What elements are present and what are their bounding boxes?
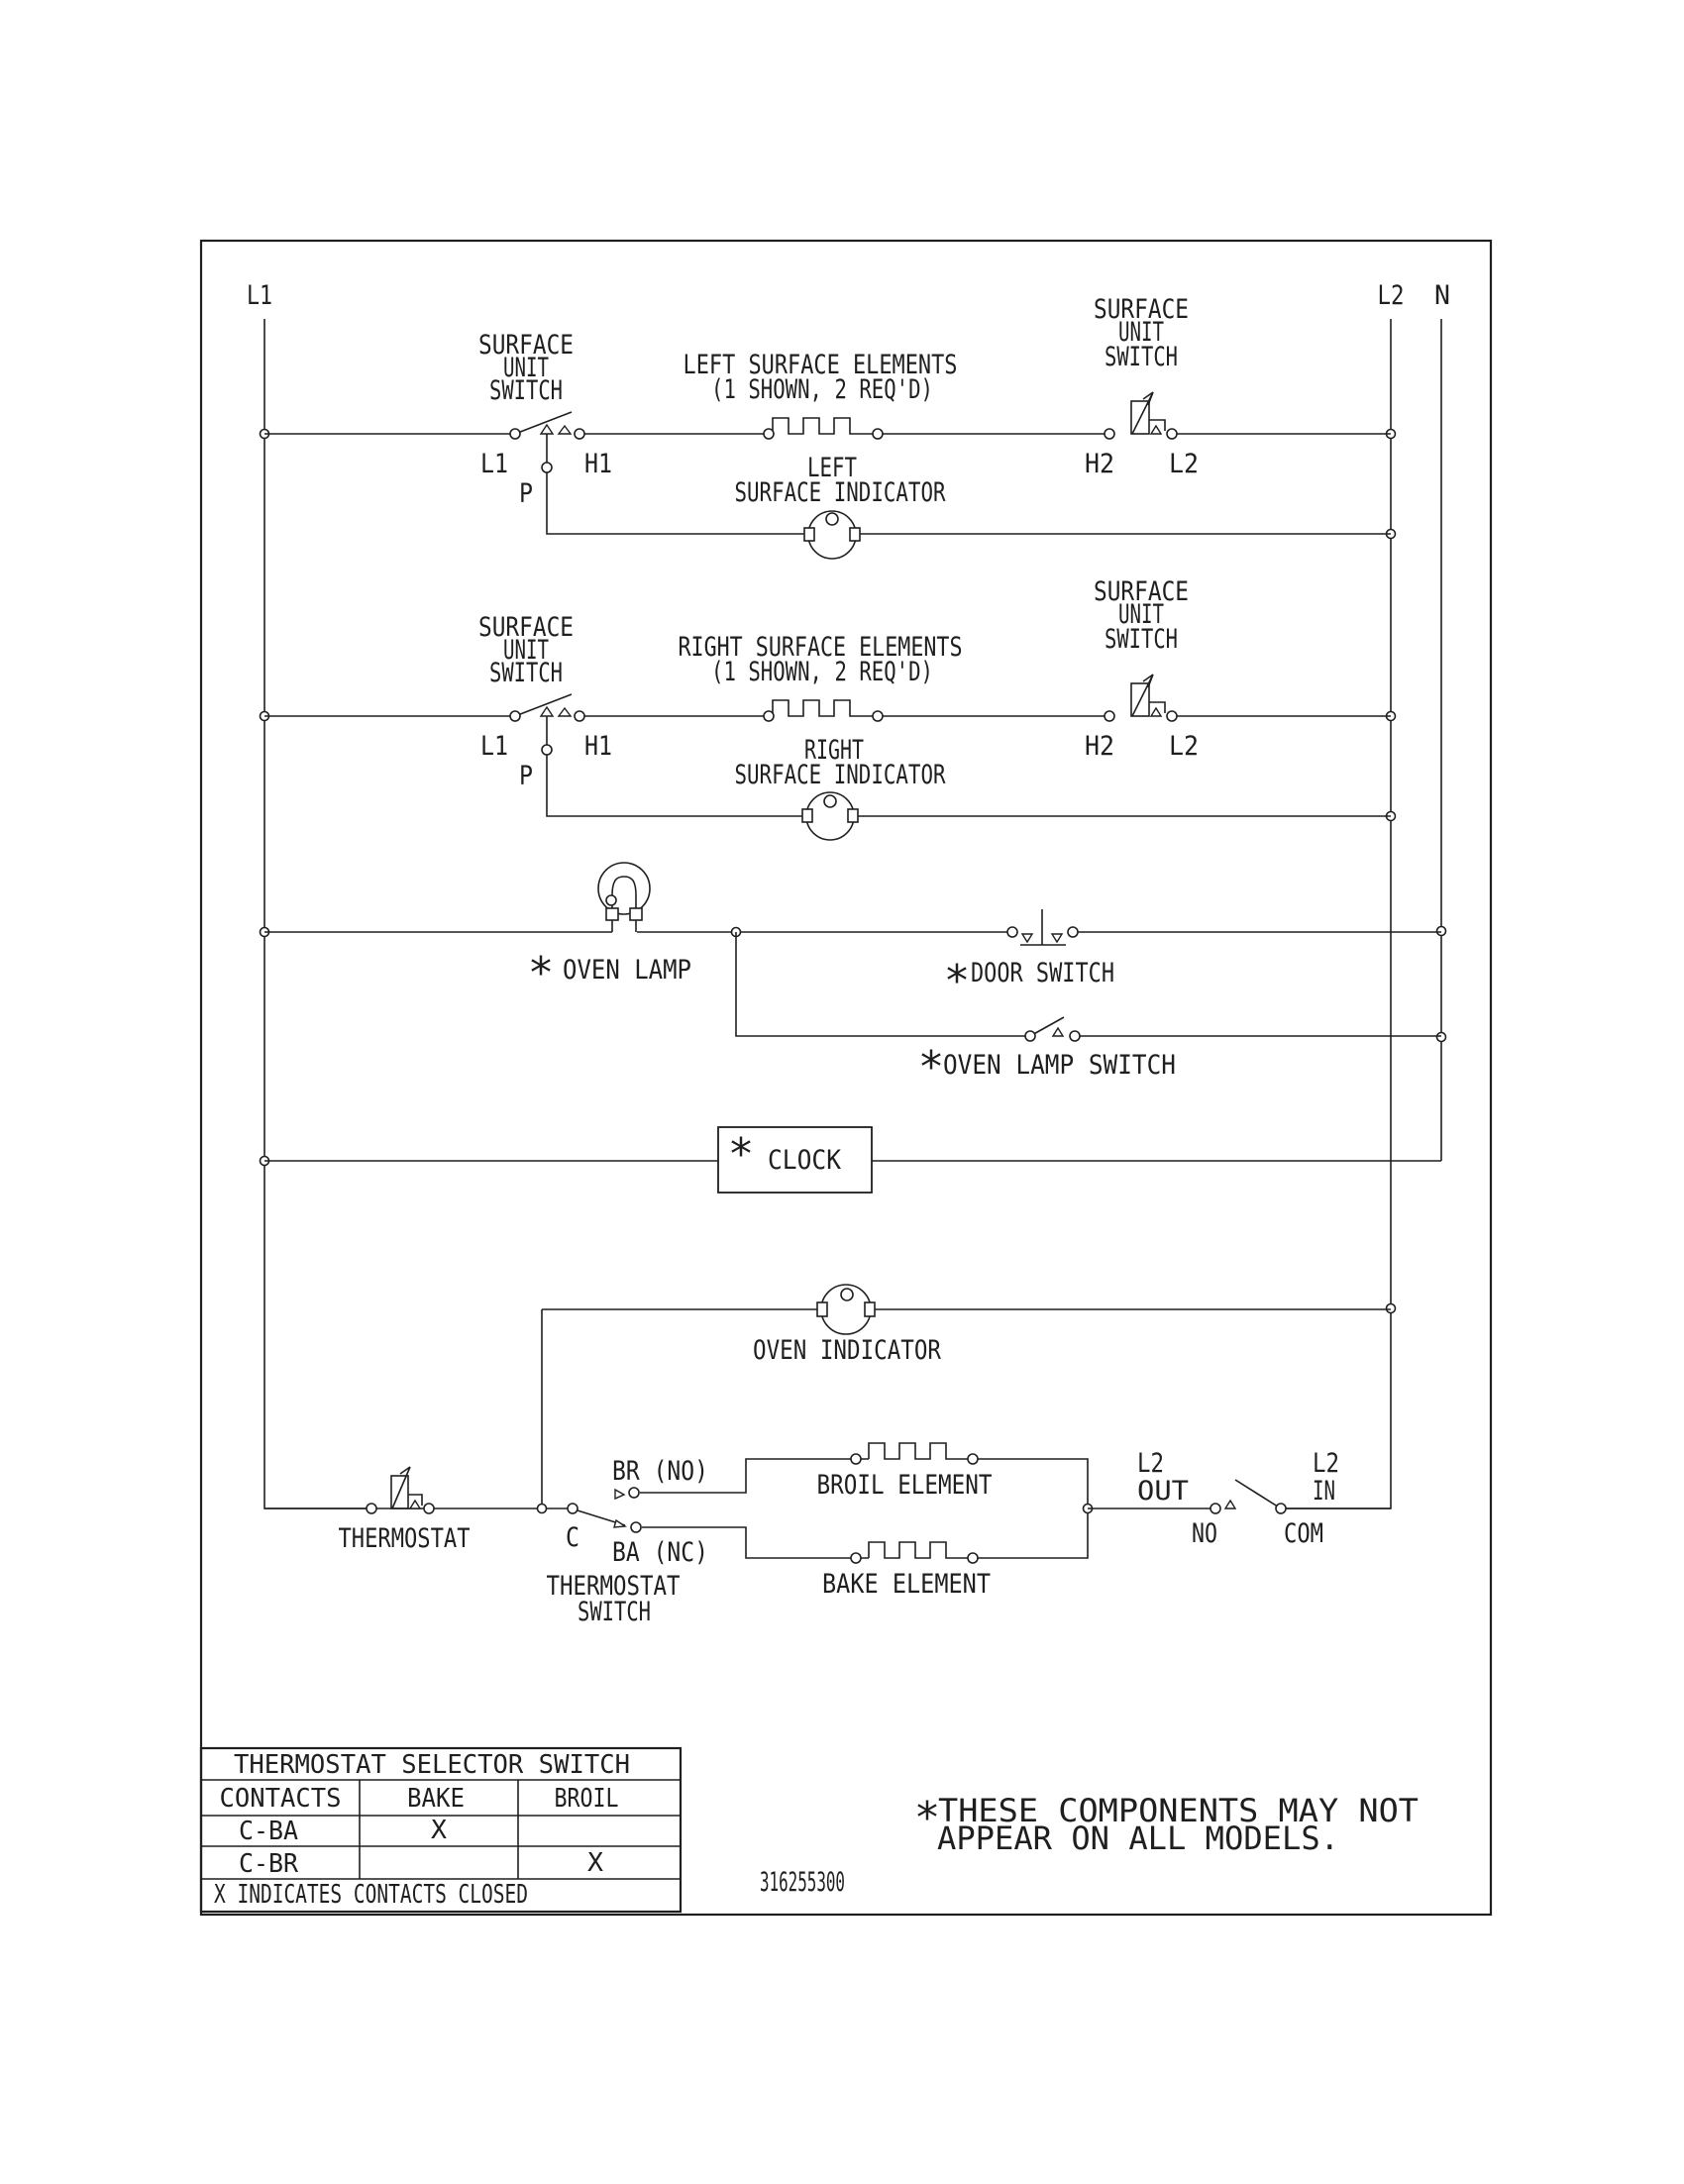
- oven-indicator-icon: [817, 1285, 875, 1334]
- thermostat-label: THERMOSTAT: [338, 1523, 471, 1554]
- bake-element-icon: [869, 1542, 958, 1558]
- heating-element-icon: [773, 700, 863, 716]
- table-title: THERMOSTAT SELECTOR SWITCH: [234, 1750, 630, 1780]
- l2-out-label: OUT: [1137, 1476, 1189, 1507]
- l2-relay-switch-icon: [1210, 1480, 1286, 1513]
- table-footer: X INDICATES CONTACTS CLOSED: [214, 1880, 528, 1910]
- terminal-br: BR (NO): [612, 1456, 708, 1487]
- l2-out-label: L2: [1137, 1448, 1164, 1479]
- selector-table: [201, 1748, 681, 1912]
- right-switch-label: SURFACE: [1094, 294, 1189, 325]
- element-label: RIGHT SURFACE ELEMENTS: [678, 632, 963, 663]
- table-col-broil: BROIL: [554, 1784, 619, 1814]
- terminal-p: P: [519, 761, 533, 791]
- surface-indicator-icon: [802, 792, 858, 840]
- right-switch-label: SURFACE: [1094, 576, 1189, 607]
- broil-element-icon: [869, 1443, 958, 1459]
- footnote-asterisk-icon: *: [727, 1129, 755, 1180]
- footnote-asterisk-icon: *: [913, 1793, 941, 1843]
- table-cell-x: X: [587, 1848, 604, 1878]
- element-label: (1 SHOWN, 2 REQ'D): [711, 374, 933, 405]
- terminal-com: COM: [1284, 1518, 1323, 1549]
- table-row-contact: C-BR: [239, 1849, 299, 1879]
- element-label: LEFT SURFACE ELEMENTS: [683, 350, 958, 380]
- indicator-label: RIGHT: [804, 735, 864, 766]
- terminal-h2: H2: [1085, 449, 1114, 479]
- terminal-l2: L2: [1169, 449, 1199, 479]
- table-col-bake: BAKE: [407, 1784, 465, 1814]
- indicator-label: SURFACE INDICATOR: [734, 477, 947, 508]
- surface-unit-switch-icon: [1131, 392, 1165, 434]
- table-col-contacts: CONTACTS: [219, 1784, 342, 1814]
- left-switch-label: SWITCH: [489, 375, 563, 406]
- oven-lamp-label: OVEN LAMP: [563, 955, 691, 986]
- terminal-ba: BA (NC): [612, 1537, 708, 1568]
- footnote: [914, 1792, 1419, 1857]
- l2-in-label: IN: [1313, 1476, 1335, 1507]
- right-switch-label: SWITCH: [1105, 624, 1178, 655]
- oven-indicator-label: OVEN INDICATOR: [753, 1335, 942, 1366]
- terminal-c: C: [566, 1522, 579, 1553]
- footnote-asterisk-icon: *: [917, 1042, 945, 1092]
- rail-label-l1: L1: [247, 280, 272, 311]
- footnote-asterisk-icon: *: [527, 948, 555, 998]
- right-switch-label: UNIT: [1118, 599, 1164, 630]
- door-switch-icon: [1007, 909, 1078, 945]
- rail-label-l2: L2: [1377, 280, 1405, 311]
- left-switch-label: SURFACE: [478, 330, 574, 361]
- left-switch-label: UNIT: [503, 353, 549, 383]
- oven-lamp-circuit: [264, 863, 1441, 1092]
- note-line: APPEAR ON ALL MODELS.: [937, 1820, 1339, 1857]
- heating-element-icon: [773, 418, 863, 434]
- oven-lamp-icon: [598, 863, 650, 932]
- indicator-label: LEFT: [807, 453, 857, 483]
- left-switch-label: SWITCH: [489, 658, 563, 688]
- bake-broil-circuit: [264, 1443, 1391, 1627]
- right-switch-label: SWITCH: [1105, 342, 1178, 372]
- surface-indicator-icon: [804, 511, 860, 559]
- terminal-h1: H1: [584, 731, 612, 762]
- left-switch-label: UNIT: [503, 635, 549, 666]
- thermostat-switch-label: THERMOSTAT: [546, 1571, 681, 1602]
- element-label: (1 SHOWN, 2 REQ'D): [711, 657, 933, 687]
- left-switch-label: SURFACE: [478, 612, 574, 643]
- terminal-l1: L1: [480, 449, 508, 479]
- door-switch-label: DOOR SWITCH: [971, 958, 1114, 988]
- table-row-contact: C-BA: [239, 1817, 299, 1846]
- clock-label: CLOCK: [768, 1145, 842, 1176]
- clock-circuit: [264, 1127, 1441, 1193]
- thermostat-switch-label: SWITCH: [578, 1597, 651, 1627]
- footnote-asterisk-icon: *: [943, 956, 971, 1006]
- broil-element-label: BROIL ELEMENT: [816, 1470, 993, 1501]
- terminal-l1: L1: [480, 731, 508, 762]
- bake-element-label: BAKE ELEMENT: [822, 1569, 991, 1600]
- oven-lamp-switch-label: OVEN LAMP SWITCH: [943, 1050, 1176, 1081]
- l2-in-label: L2: [1313, 1448, 1339, 1479]
- indicator-label: SURFACE INDICATOR: [734, 760, 947, 790]
- thermostat-icon: [367, 1467, 434, 1513]
- terminal-h2: H2: [1085, 731, 1114, 762]
- right-switch-label: UNIT: [1118, 317, 1164, 348]
- terminal-no: NO: [1192, 1518, 1217, 1549]
- terminal-l2: L2: [1169, 731, 1199, 762]
- terminal-p: P: [519, 478, 533, 509]
- right-surface-circuit: [264, 576, 1391, 840]
- terminal-h1: H1: [584, 449, 612, 479]
- table-cell-x: X: [431, 1816, 448, 1845]
- part-number: 316255300: [760, 1867, 845, 1898]
- rail-label-n: N: [1434, 280, 1450, 311]
- oven-lamp-switch-icon: [1025, 1017, 1080, 1041]
- surface-unit-switch-icon: [1131, 675, 1165, 716]
- note-line: THESE COMPONENTS MAY NOT: [938, 1792, 1419, 1829]
- left-surface-circuit: [264, 294, 1391, 559]
